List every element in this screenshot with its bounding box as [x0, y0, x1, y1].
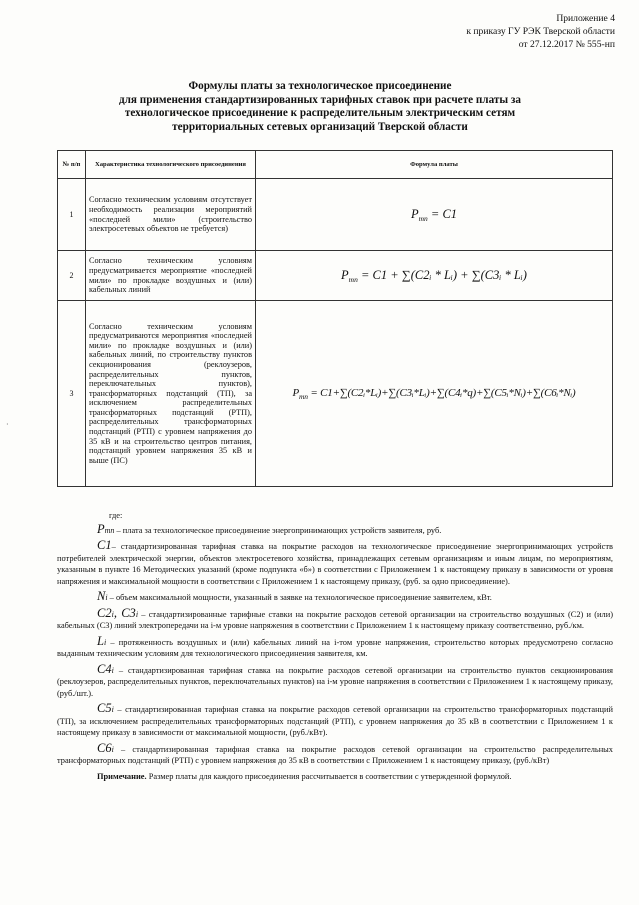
definition-item [57, 521, 613, 537]
formula-equals: = [360, 267, 370, 282]
formula-P: P [292, 386, 300, 399]
formula-P-subscript: тп [418, 213, 428, 223]
formula-3 [256, 301, 613, 487]
definition-text: стандартизированная тарифная ставка на покрытие расходов на технологическое присоединение энергопринимающих устройств потребителей электрической энергии, объектов электросетевого хозяйства, принадлежащих сетевым организациям и иным лицам, по мероприятиям, указанным в пункте 16 Методических указаний (кроме подпункта «б») в соответствии с Приложением 1 к настоящему приказу в зависимости от уровня напряжения и максимальной мощности в соответствии с Приложением 1 к настоящему приказу, (руб. за одно присоединение). [57, 542, 613, 586]
title-line: Формулы платы за технологическое присоединение [188, 80, 452, 92]
definition-dash: – [113, 744, 133, 754]
col-header-number: № п/п [58, 151, 86, 179]
formula-P: P [341, 267, 349, 282]
formula-equals: = [430, 206, 440, 221]
definition-symbol: C1 [97, 538, 112, 552]
definition-dash: – [113, 705, 126, 714]
formula-3-rhs: C1+∑(C2ᵢ*Lᵢ)+∑(C3ᵢ*Lᵢ)+∑(C4ᵢ*q)+∑(C5ᵢ*Nᵢ)+∑(C6ᵢ*Nᵢ) [320, 386, 576, 399]
title-line: для применения стандартизированных тарифных ставок при расчете платы за [118, 93, 522, 106]
definition-text: объем максимальной мощности, указанный в заявке на технологическое присоединение заявителем, кВт. [115, 593, 492, 602]
note-text: Размер платы для каждого присоединения рассчитывается в соответствии с утвержденной формулой. [146, 771, 512, 781]
table-row [58, 179, 613, 251]
definition-subscript: i [111, 609, 114, 619]
note [57, 771, 613, 783]
definition-subscript: i [111, 665, 114, 675]
definition-subscript: i [103, 637, 107, 647]
table-row [58, 301, 613, 487]
definition-symbol: P [97, 521, 105, 536]
definition-item [57, 591, 613, 604]
definition-item [57, 633, 613, 660]
table-row [58, 251, 613, 301]
formula-P-subscript: тп [348, 274, 358, 284]
definition-symbol: C2 [97, 605, 112, 620]
definition-text: стандартизированная тарифная ставка на покрытие расходов сетевой организации на строительство трансформаторных подстанций (ТП), за исключением распределительных трансформаторных подстанций (РТП), с уровнем напряжения до 35 кВ в соответствии с Приложением 1 к настоящему приказу в зависимости от максимальной мощности, (руб./кВт). [57, 705, 614, 737]
definition-subscript: тп [104, 525, 115, 535]
definition-text: стандартизированная тарифная ставка на покрытие расходов сетевой организации на строительство распределительных трансформаторных подстанций (РТП) с уровнем напряжения до 35 кВ в соответствии с Приложением 1 к настоящему приказу, (руб./кВт) [57, 744, 613, 765]
row-number: 2 [58, 251, 86, 301]
row-description: Согласно техническим условиям предусматриваются мероприятия «последней мили» по прокладке воздушных и (или) кабельных линий, по строительству пунктов секционирования (реклоузеров, распределительных пунктов, переключательных пунктов), трансформаторных подстанций (ТП), за исключением распределительных трансформаторных подстанций (РТП), распределительных трансформаторных подстанций (РТП) с уровнем напряжения до 35 кВ и на строительство центров питания, подстанций уровнем напряжения 35 кВ и выше (ПС) [86, 301, 256, 487]
formula-2 [256, 251, 613, 301]
definition-item [57, 661, 613, 700]
col-header-description: Характеристика технологического присоединения [86, 151, 256, 179]
definition-text: стандартизированные тарифные ставки на покрытие расходов сетевой организации на строительство воздушных (С2) и (или) кабельных (С3) линий электропередачи на i-м уровне напряжения в соответствии с Приложением 1 к настоящему приказу соответственно, руб./км. [57, 609, 613, 630]
row-number: 1 [58, 179, 86, 251]
definition-text: протяженность воздушных и (или) кабельных линий на i-том уровне напряжения, строительство которых предусмотрено согласно выданным техническим условиям для технологического присоединения заявителя, км. [57, 637, 613, 658]
definition-item [57, 703, 613, 739]
definition-item [57, 605, 613, 632]
definition-dash: – [106, 637, 119, 647]
margin-mark: · [6, 420, 9, 429]
definition-symbol: C6 [97, 740, 112, 755]
definition-dash: – [107, 593, 116, 602]
row-description: Согласно техническим условиям отсутствует необходимость реализации мероприятий «последней мили» (строительство электросетевых объектов не требуется) [86, 179, 256, 251]
order-reference: к приказу ГУ РЭК Тверской области [466, 26, 615, 37]
row-number: 3 [58, 301, 86, 487]
definition-symbol: L [97, 633, 104, 648]
formula-equals: = [310, 386, 318, 399]
definition-symbol: N [97, 589, 106, 603]
definition-item [57, 740, 613, 767]
definition-text: стандартизированная тарифная ставка на покрытие расходов сетевой организации на строительство пунктов секционирования (реклоузеров, распределительных пунктов, переключательных пунктов) на i-м уровне напряжения в соответствии с Приложением 1 к настоящему приказу, (руб./шт.). [57, 665, 613, 698]
table-header-row [58, 151, 613, 179]
definition-subscript: i [105, 593, 108, 602]
definition-dash: – [111, 542, 121, 551]
formula-P-subscript: тп [299, 391, 308, 401]
definitions-section [57, 510, 613, 786]
definition-dash: – [114, 525, 123, 535]
appendix-header [355, 12, 615, 51]
definition-symbol: C4 [97, 661, 112, 676]
definition-dash: – [113, 665, 129, 675]
definition-subscript: i [111, 744, 114, 754]
definition-subscript: i [111, 705, 114, 714]
title-line: технологическое присоединение к распределительным электрическим сетям [124, 107, 516, 120]
where-label: где: [109, 511, 123, 520]
definition-symbol-2: , C3 [113, 605, 136, 620]
formula-1 [256, 179, 613, 251]
document-title [40, 80, 600, 134]
definition-symbol: C5 [97, 701, 112, 715]
definition-subscript: i [135, 609, 139, 619]
row-description: Согласно техническим условиям предусматривается мероприятие «последней мили» по прокладке воздушных и (или) кабельных линий [86, 251, 256, 301]
col-header-formula: Формула платы [256, 151, 613, 179]
formula-1-rhs: C1 [442, 206, 458, 221]
note-label: Примечание. [97, 771, 147, 781]
formula-2-rhs: C1 + ∑(C2ᵢ * Lᵢ) + ∑(C3ᵢ * Lᵢ) [372, 267, 527, 282]
definition-text: плата за технологическое присоединение энергопринимающих устройств заявителя, руб. [122, 525, 442, 535]
formula-table [57, 150, 613, 487]
definition-dash: – [138, 609, 149, 619]
definition-item [57, 540, 613, 587]
title-line: территориальных сетевых организаций Тверской области [172, 120, 468, 133]
appendix-number: Приложение 4 [556, 13, 615, 24]
order-date: от 27.12.2017 № 555-нп [518, 39, 615, 50]
formula-P: P [410, 206, 419, 221]
